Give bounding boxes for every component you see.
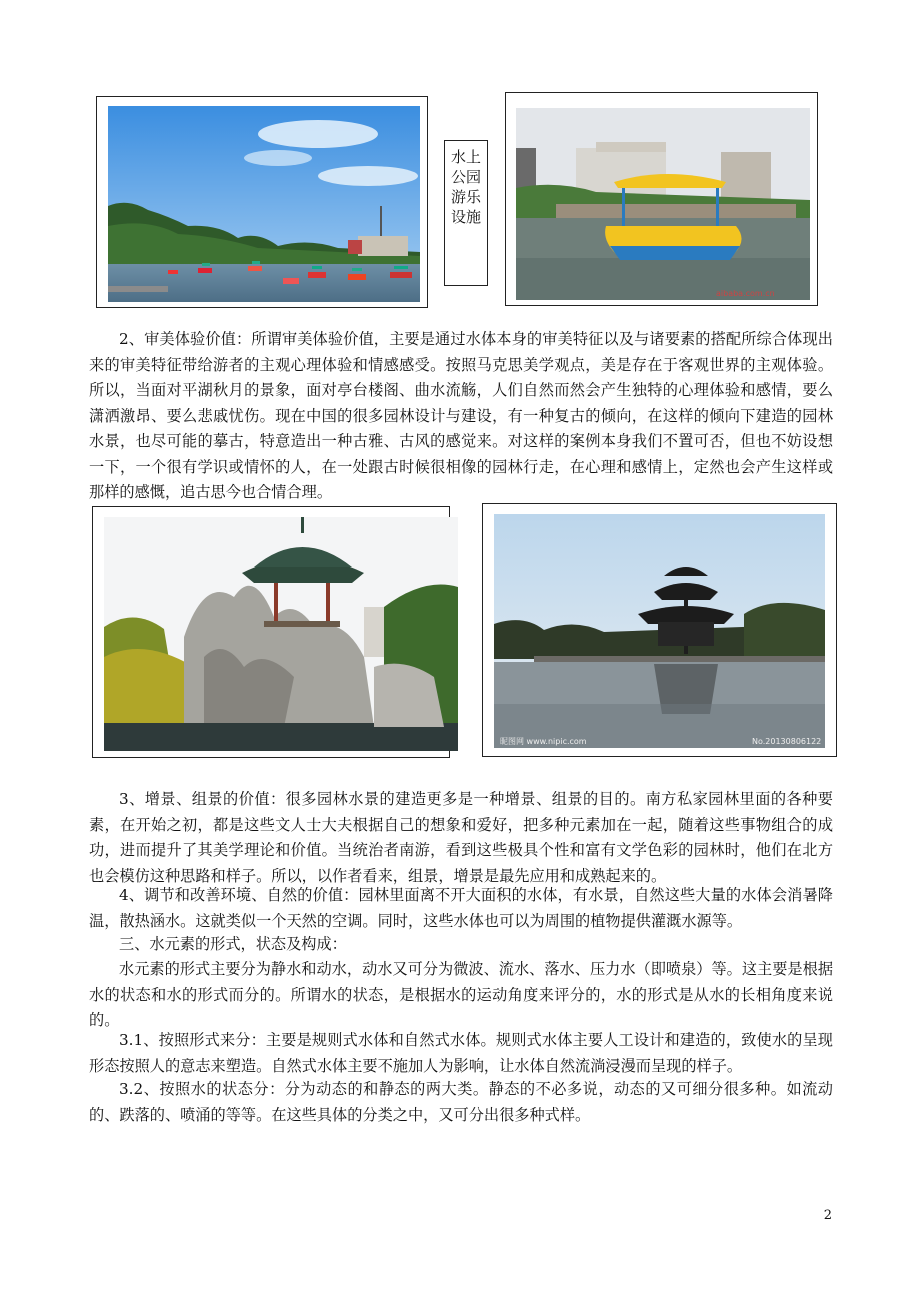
section-heading-water-forms: 三、水元素的形式，状态及构成：	[119, 935, 347, 953]
pedal-boat-watermark: aibaba.com.cn	[716, 289, 775, 298]
water-pavilion-watermark-left: 昵图网 www.nipic.com	[500, 737, 587, 746]
paragraph-environment-value: 4、调节和改善环境、自然的价值：园林里面离不开大面积的水体，有水景，自然这些大量的水体会消暑降温，散热涵水。这就类似一个天然的空调。同时，这些水体也可以为周围的植物提供灌溉水源等。	[89, 886, 833, 930]
photo-caption-box	[444, 140, 488, 286]
photo-caption: 水上公园游乐设施	[450, 148, 481, 226]
page-number: 2	[823, 1208, 832, 1223]
paragraph-by-form: 3.1、按照形式来分：主要是规则式水体和自然式水体。规则式水体主要人工设计和建造的，致使水的呈现形态按照人的意志来塑造。自然式水体主要不施加人为影响，让水体自然流淌浸漫而呈现的样子。	[89, 1031, 833, 1075]
paragraph-scenery-value: 3、增景、组景的价值：很多园林水景的建造更多是一种增景、组景的目的。南方私家园林里面的各种要素，在开始之初，都是这些文人士大夫根据自己的想象和爱好，把多种元素加在一起，随着这些事物组合的成功，进而提升了其美学理论和价值。当统治者南游，看到这些极具个性和富有文学色彩的园林时，他们在北方也会模仿这种思路和样子。所以，以作者看来，组景，增景是最先应用和成熟起来的。	[89, 790, 833, 885]
paragraph-by-state: 3.2、按照水的状态分：分为动态的和静态的两大类。静态的不必多说，动态的又可细分很多种。如流动的、跌落的、喷涌的等等。在这些具体的分类之中，又可分出很多种式样。	[89, 1080, 833, 1124]
rockery-pavilion-photo	[104, 517, 458, 751]
pedal-boat-photo	[516, 108, 810, 300]
water-pavilion-watermark-right: No.20130806122	[752, 737, 822, 746]
paragraph-aesthetic-value: 2、审美体验价值：所谓审美体验价值，主要是通过水体本身的审美特征以及与诸要素的搭配所综合体现出来的审美特征带给游者的主观心理体验和情感感受。按照马克思美学观点，美是存在于客观世界的主观体验。所以，当面对平湖秋月的景象，面对亭台楼阁、曲水流觞，人们自然而然会产生独特的心理体验和感情，要么潇洒激昂、要么悲戚忧伤。现在中国的很多园林设计与建设，有一种复古的倾向，在这样的倾向下建造的园林水景，也尽可能的摹古，特意造出一种古雅、古风的感觉来。对这样的案例本身我们不置可否，但也不妨设想一下，一个很有学识或情怀的人，在一处跟古时候很相像的园林行走，在心理和感情上，定然也会产生这样或那样的感慨，追古思今也合情合理。	[89, 330, 833, 501]
paragraph-water-forms: 水元素的形式主要分为静水和动水，动水又可分为微波、流水、落水、压力水（即喷泉）等。这主要是根据水的状态和水的形式而分的。所谓水的状态，是根据水的运动角度来评分的，水的形式是从水的长相角度来说的。	[89, 960, 833, 1029]
lake-boats-photo	[108, 106, 420, 302]
water-pavilion-photo	[494, 514, 825, 748]
